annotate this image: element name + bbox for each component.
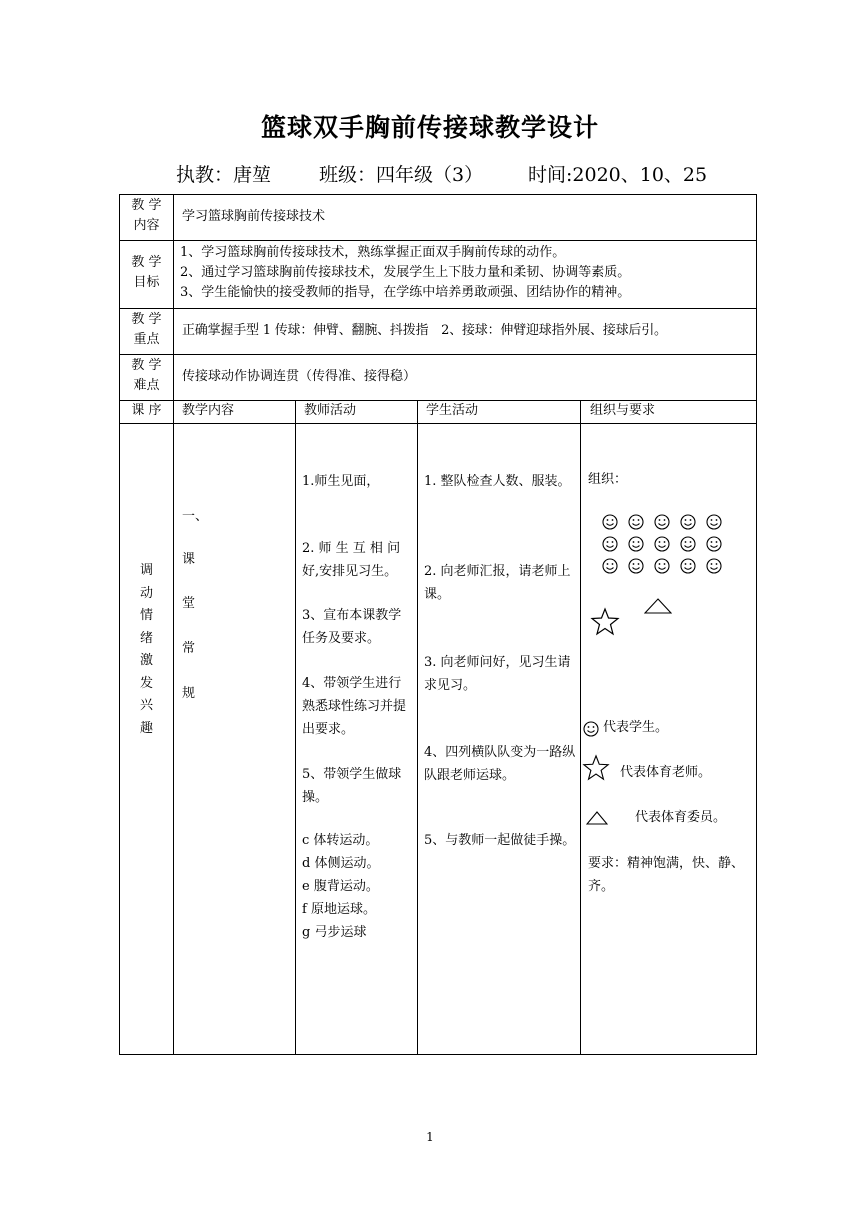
monitor-triangle-icon	[586, 811, 608, 825]
table-line	[119, 240, 757, 241]
student-activity: 2. 向老师汇报，请老师上课。	[424, 564, 571, 602]
student-activity: 1. 整队检查人数、服装。	[424, 474, 571, 489]
student-smiley-icon	[706, 514, 722, 530]
class-label: 班级：四年级（3）	[319, 164, 484, 186]
teaching-content: 学习篮球胸前传接球技术	[182, 209, 326, 224]
student-smiley-icon	[602, 514, 618, 530]
difficulties: 传接球动作协调连贯（传得准、接得稳）	[182, 369, 417, 384]
page-number: 1	[426, 1130, 434, 1144]
column-header-organization: 组织与要求	[590, 403, 656, 418]
table-line	[119, 308, 757, 309]
table-line	[756, 194, 757, 1055]
student-smiley-icon	[602, 558, 618, 574]
student-activity: 5、与教师一起做徒手操。	[424, 833, 576, 848]
row-label-objectives: 教 学 目标	[131, 255, 162, 290]
student-smiley-icon	[654, 514, 670, 530]
teacher-activity: 4、带领学生进行熟悉球性练习并提出要求。	[302, 676, 407, 737]
content-char: 堂	[182, 596, 196, 611]
column-header-teacher: 教师活动	[304, 403, 357, 418]
row-label-difficulties: 教 学 难点	[131, 358, 162, 393]
teacher-activity: 5、带领学生做球操。	[302, 767, 402, 805]
student-activity: 3. 向老师问好，见习生请求见习。	[424, 655, 571, 693]
row-label-key-points: 教 学 重点	[131, 312, 162, 347]
teacher-activity: f 原地运球。	[302, 902, 376, 917]
table-line	[173, 194, 174, 1055]
teacher-label: 执教：唐堃	[176, 164, 272, 186]
row-label-content: 教 学 内容	[131, 198, 162, 233]
objective-2: 2、通过学习篮球胸前传接球技术，发展学生上下肢力量和柔韧、协调等素质。	[180, 265, 631, 280]
teacher-activity: d 体侧运动。	[302, 856, 380, 871]
teacher-star-icon	[582, 754, 610, 782]
content-char: 规	[182, 686, 196, 701]
monitor-triangle-icon	[644, 598, 672, 614]
teacher-activity: c 体转运动。	[302, 833, 379, 848]
table-line	[119, 1054, 757, 1055]
student-smiley-icon	[654, 536, 670, 552]
teacher-activity: 3、宣布本课教学任务及要求。	[302, 608, 402, 646]
student-smiley-icon	[680, 514, 696, 530]
teacher-activity: e 腹背运动。	[302, 879, 379, 894]
student-activity: 4、四列横队队变为一路纵队跟老师运球。	[424, 745, 576, 783]
content-char: 常	[182, 641, 196, 656]
key-points: 正确掌握手型 1 传球：伸臂、翻腕、抖拨指 2、接球：伸臂迎球指外展、接球后引。	[182, 323, 667, 338]
column-header-section: 课 序	[131, 403, 162, 418]
organization-requirement: 要求：精神饱满，快、静、齐。	[588, 856, 745, 894]
legend-student: 代表学生。	[603, 720, 669, 735]
teacher-star-icon	[590, 607, 620, 637]
table-line	[119, 194, 757, 195]
student-smiley-icon	[680, 536, 696, 552]
student-smiley-icon	[706, 558, 722, 574]
table-line	[119, 354, 757, 355]
legend-monitor: 代表体育委员。	[635, 810, 727, 825]
table-line	[295, 400, 296, 1055]
teaching-objectives	[180, 243, 755, 303]
student-smiley-icon	[706, 536, 722, 552]
teacher-activity: g 弓步运球	[302, 925, 367, 940]
section-label: 调 动 情 绪 激 发 兴 趣	[139, 563, 153, 736]
student-smiley-icon	[628, 514, 644, 530]
teacher-activity: 2. 师 生 互 相 问 好,安排见习生。	[302, 541, 401, 579]
table-line	[417, 400, 418, 1055]
column-header-student: 学生活动	[426, 403, 479, 418]
student-smiley-icon	[680, 558, 696, 574]
student-smiley-icon	[628, 536, 644, 552]
organization-label: 组织：	[588, 472, 628, 487]
column-header-content: 教学内容	[182, 403, 235, 418]
objective-1: 1、学习篮球胸前传接球技术，熟练掌握正面双手胸前传球的动作。	[180, 245, 566, 260]
legend-teacher: 代表体育老师。	[620, 765, 712, 780]
objective-3: 3、学生能愉快的接受教师的指导，在学练中培养勇敢顽强、团结协作的精神。	[180, 285, 631, 300]
content-char: 课	[182, 552, 196, 567]
lesson-info-line	[0, 160, 860, 186]
student-smiley-icon	[628, 558, 644, 574]
content-number: 一、	[182, 509, 209, 524]
table-line	[580, 400, 581, 1055]
student-smiley-icon	[654, 558, 670, 574]
document-title: 篮球双手胸前传接球教学设计	[260, 113, 599, 142]
teacher-activity: 1.师生见面，	[302, 474, 380, 489]
student-smiley-icon	[583, 721, 599, 737]
date-label: 时间:2020、10、25	[528, 164, 708, 186]
table-line	[119, 423, 757, 424]
student-smiley-icon	[602, 536, 618, 552]
